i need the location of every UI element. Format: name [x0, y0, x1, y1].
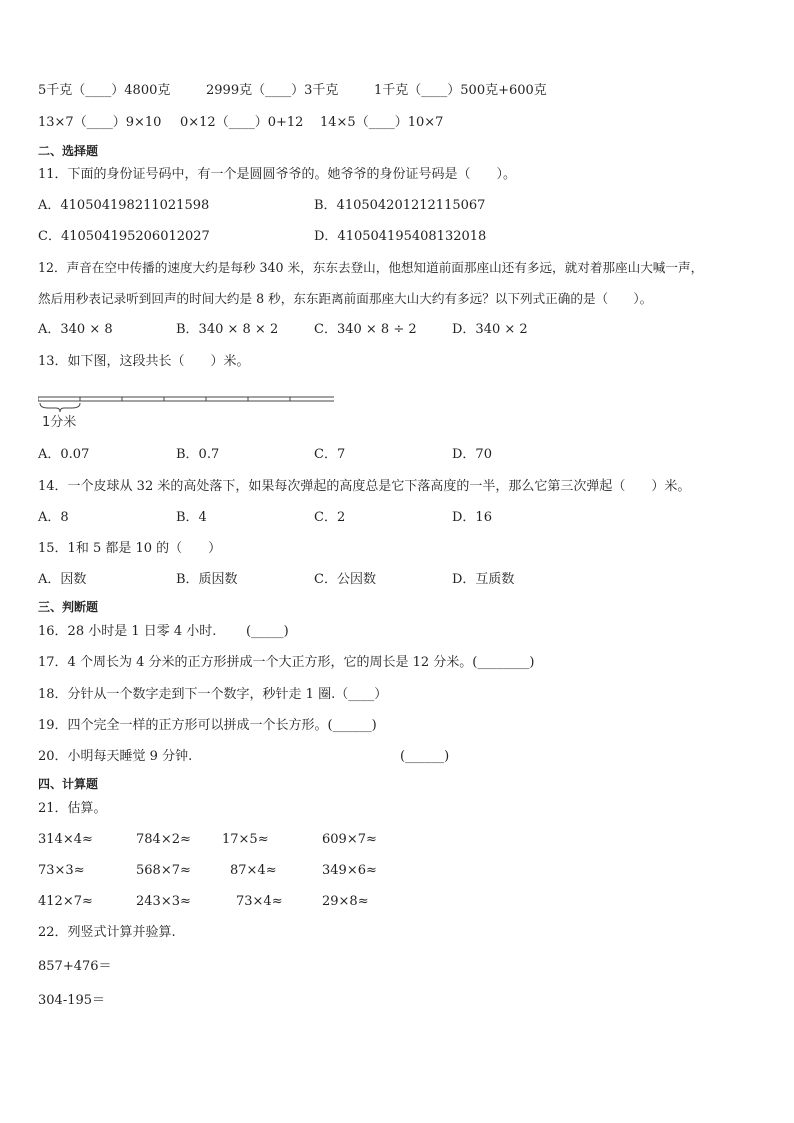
q12-stem-line2: 然后用秒表记录听到回声的时间大约是 8 秒，东东距离前面那座大山大约有多远？以下列式正确的是（ ）。: [38, 291, 653, 306]
estimate-3-4: 29×8≈: [322, 894, 369, 909]
q13-stem: 13．如下图，这段共长（ ）米。: [38, 354, 250, 369]
compare-1-1: 5千克（____）4800克: [38, 83, 171, 98]
q11-option-a: A．410504198211021598: [38, 198, 210, 213]
section-heading-judge: 三、判断题: [38, 600, 99, 614]
compare-2-1: 13×7（____）9×10: [38, 115, 162, 130]
compare-2-3: 14×5（____）10×7: [320, 115, 444, 130]
q20-blank: (______): [400, 749, 450, 764]
q11-option-d: D．410504195408132018: [314, 229, 487, 244]
q13-option-c: C．7: [314, 447, 346, 462]
estimate-2-3: 87×4≈: [230, 863, 277, 878]
q20-stem: 20．小明每天睡觉 9 分钟.: [38, 749, 193, 764]
q15-option-b: B．质因数: [176, 572, 238, 587]
q22-item-2: 304-195＝: [38, 993, 106, 1008]
q13-option-b: B．0.7: [176, 447, 220, 462]
ruler-label: 1分米: [42, 415, 77, 430]
estimate-1-2: 784×2≈: [136, 832, 191, 847]
q12-option-c: C．340 × 8 ÷ 2: [314, 322, 417, 337]
q11-stem: 11．下面的身份证号码中，有一个是圆圆爷爷的。她爷爷的身份证号码是（ ）。: [38, 167, 517, 182]
q11-option-b: B．410504201212115067: [314, 198, 486, 213]
compare-2-2: 0×12（____）0+12: [180, 115, 304, 130]
compare-1-3: 1千克（____）500克+600克: [374, 83, 547, 98]
compare-1-2: 2999克（____）3千克: [206, 83, 339, 98]
q19-stem: 19．四个完全一样的正方形可以拼成一个长方形。(______): [38, 718, 377, 733]
estimate-1-3: 17×5≈: [222, 832, 269, 847]
q12-stem-line1: 12．声音在空中传播的速度大约是每秒 340 米，东东去登山，他想知道前面那座山还有多远，就对着那座山大喊一声，: [38, 260, 704, 275]
q11-option-c: C．410504195206012027: [38, 229, 210, 244]
q13-option-a: A．0.07: [38, 447, 90, 462]
q15-option-a: A．因数: [38, 572, 87, 587]
q12-option-a: A．340 × 8: [38, 322, 113, 337]
estimate-3-2: 243×3≈: [136, 894, 191, 909]
q14-option-a: A．8: [38, 510, 69, 525]
estimate-2-1: 73×3≈: [38, 863, 85, 878]
estimate-1-1: 314×4≈: [38, 832, 93, 847]
ruler-svg: [38, 394, 334, 434]
q18-stem: 18．分针从一个数字走到下一个数字，秒针走 1 圈.（____）: [38, 687, 388, 702]
q17-stem: 17．4 个周长为 4 分米的正方形拼成一个大正方形，它的周长是 12 分米。(________): [38, 655, 535, 670]
q16-blank: (_____): [246, 624, 289, 639]
q14-option-d: D．16: [452, 510, 492, 525]
q14-option-c: C．2: [314, 510, 346, 525]
estimate-2-4: 349×6≈: [322, 863, 377, 878]
q14-stem: 14．一个皮球从 32 米的高处落下，如果每次弹起的高度总是它下落高度的一半，那么它第三次弹起（ ）米。: [38, 479, 691, 494]
q22-item-1: 857+476＝: [38, 959, 112, 974]
estimate-1-4: 609×7≈: [322, 832, 377, 847]
section-heading-choice: 二、选择题: [38, 144, 99, 158]
q15-option-c: C．公因数: [314, 572, 376, 587]
q16-stem: 16．28 小时是 1 日零 4 小时.: [38, 624, 217, 639]
ruler-figure: [38, 394, 334, 434]
estimate-2-2: 568×7≈: [136, 863, 191, 878]
q12-option-d: D．340 × 2: [452, 322, 528, 337]
q15-option-d: D．互质数: [452, 572, 515, 587]
q21-stem: 21．估算。: [38, 801, 107, 816]
q15-stem: 15．1和 5 都是 10 的（ ）: [38, 541, 222, 556]
section-heading-calc: 四、计算题: [38, 777, 99, 791]
q12-option-b: B．340 × 8 × 2: [176, 322, 279, 337]
estimate-3-3: 73×4≈: [236, 894, 283, 909]
q22-stem: 22．列竖式计算并验算.: [38, 925, 176, 940]
q14-option-b: B．4: [176, 510, 207, 525]
q13-option-d: D．70: [452, 447, 492, 462]
estimate-3-1: 412×7≈: [38, 894, 93, 909]
